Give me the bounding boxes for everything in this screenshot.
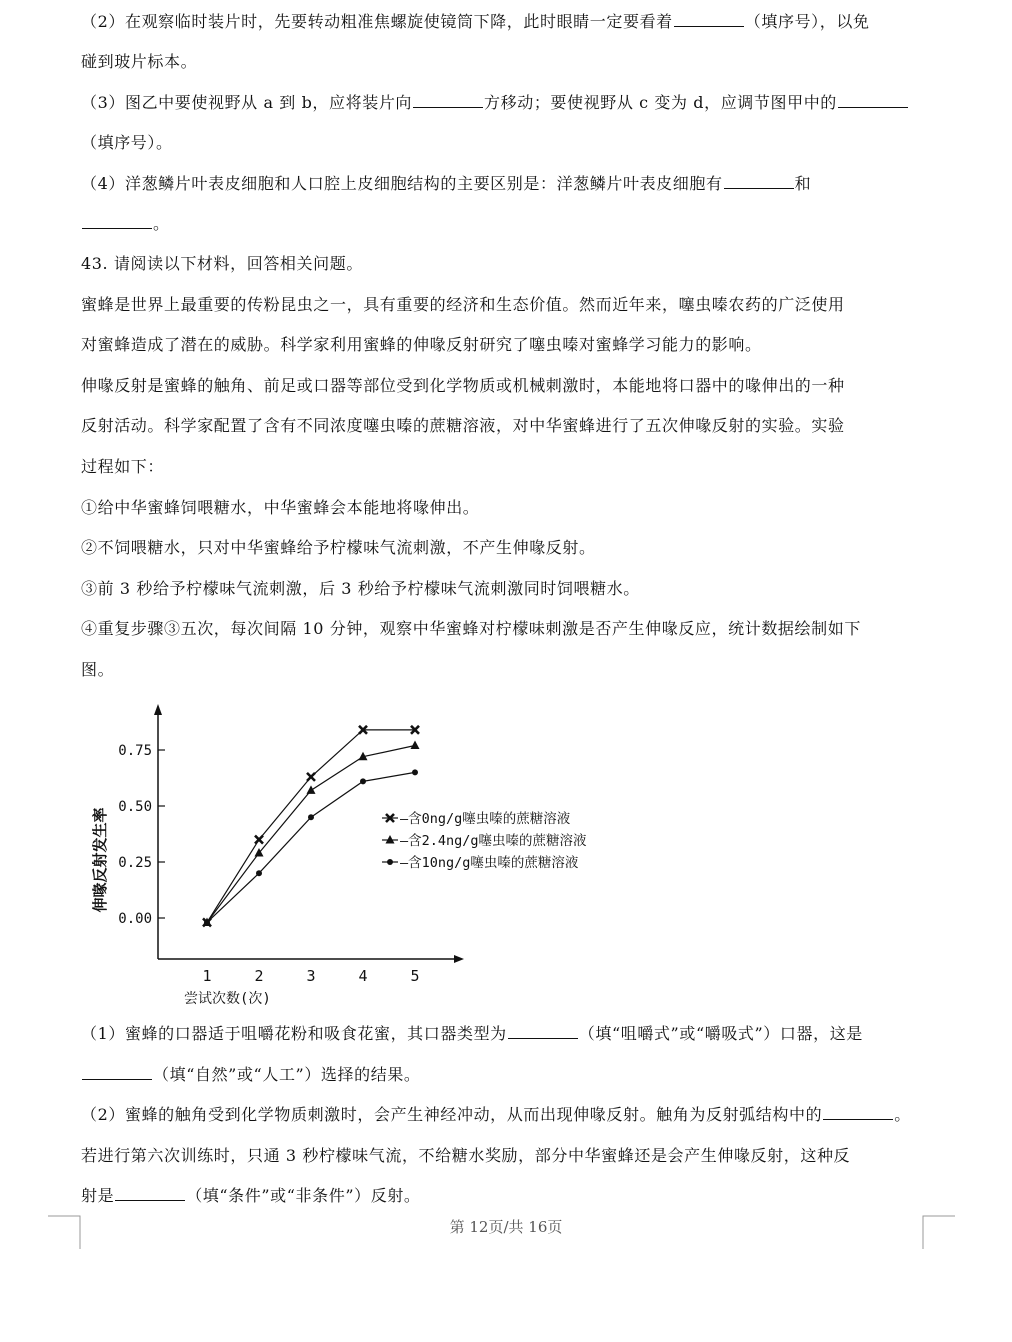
dot-marker (387, 859, 393, 865)
page-footer: 第 12页/共 16页 (449, 1218, 563, 1236)
fill-in-blank[interactable] (115, 1186, 185, 1201)
text-segment: 碰到玻片标本。 (81, 52, 198, 71)
fill-in-blank[interactable] (838, 93, 908, 108)
chart-legend (382, 810, 587, 871)
chart-series (203, 726, 420, 927)
triangle-marker (307, 785, 316, 794)
x-tick-label: 4 (358, 967, 368, 985)
text-segment: （2）蜜蜂的触角受到化学物质刺激时，会产生神经冲动，从而出现伸喙反射。触角为反射弧结构中的 (81, 1105, 823, 1124)
text-line (81, 174, 811, 194)
fill-in-blank[interactable] (413, 93, 483, 108)
x-tick-label: 3 (306, 967, 316, 985)
text-segment: ②不饲喂糖水，只对中华蜜蜂给予柠檬味气流刺激，不产生伸喙反射。 (81, 538, 596, 557)
text-segment: 过程如下： (81, 457, 165, 476)
text-line (81, 1186, 421, 1206)
text-segment: 和 (794, 174, 812, 193)
text-line (81, 1065, 421, 1085)
text-segment: 伸喙反射是蜜蜂的触角、前足或口器等部位受到化学物质或机械刺激时，本能地将口器中的喙伸出的一种 (81, 376, 845, 395)
x-tick-label: 2 (254, 967, 264, 985)
fill-in-blank[interactable] (82, 1065, 152, 1080)
series-2 (203, 741, 420, 926)
text-segment: 蜜蜂是世界上最重要的传粉昆虫之一，具有重要的经济和生态价值。然而近年来，噻虫嗪农药的广泛使用 (81, 295, 845, 314)
series-line (207, 772, 415, 922)
text-segment: ③前 3 秒给予柠檬味气流刺激，后 3 秒给予柠檬味气流刺激同时饲喂糖水。 (81, 579, 640, 598)
text-line (81, 1024, 863, 1044)
y-tick-label: 0.25 (118, 855, 152, 871)
text-segment: （3）图乙中要使视野从 a 到 b，应将装片向 (81, 93, 413, 112)
text-segment: （填“咀嚼式”或“嚼吸式”）口器，这是 (578, 1024, 863, 1043)
text-line (81, 619, 861, 639)
x-axis-label: 尝试次数(次) (184, 991, 271, 1007)
legend-label: —含10ng/g噻虫嗪的蔗糖溶液 (400, 855, 579, 871)
legend-item (382, 854, 579, 871)
text-line (81, 254, 363, 274)
text-segment: （填序号）。 (81, 133, 173, 152)
fill-in-blank[interactable] (823, 1105, 893, 1120)
legend-item (382, 832, 587, 849)
text-line (81, 93, 909, 113)
fill-in-blank[interactable] (724, 174, 794, 189)
dot-marker (256, 870, 262, 876)
legend-label: —含2.4ng/g噻虫嗪的蔗糖溶液 (400, 833, 587, 849)
y-tick-label: 0.75 (118, 743, 152, 759)
text-segment: （1）蜜蜂的口器适于咀嚼花粉和吸食花蜜，其口器类型为 (81, 1024, 507, 1043)
text-line (81, 52, 197, 72)
text-segment: （4）洋葱鳞片叶表皮细胞和人口腔上皮细胞结构的主要区别是：洋葱鳞片叶表皮细胞有 (81, 174, 723, 193)
text-line (81, 133, 173, 153)
text-segment: 。 (894, 1105, 911, 1124)
text-segment: 。 (153, 214, 170, 233)
legend-label: —含0ng/g噻虫嗪的蔗糖溶液 (400, 811, 571, 827)
text-segment: （2）在观察临时装片时，先要转动粗准焦螺旋使镜筒下降，此时眼睛一定要看着 (81, 12, 673, 31)
text-line (81, 214, 170, 234)
y-axis-arrow (154, 704, 162, 715)
text-segment: 反射活动。科学家配置了含有不同浓度噻虫嗪的蔗糖溶液，对中华蜜蜂进行了五次伸喙反射的实验。实验 (81, 416, 845, 435)
dot-marker (204, 919, 210, 925)
text-line (81, 295, 845, 315)
triangle-marker (386, 835, 395, 844)
fill-in-blank[interactable] (82, 214, 152, 229)
text-line (81, 376, 845, 396)
x-tick-label: 1 (202, 967, 212, 985)
text-line (81, 335, 762, 355)
text-segment: 对蜜蜂造成了潜在的威胁。科学家利用蜜蜂的伸喙反射研究了噻虫嗪对蜜蜂学习能力的影响。 (81, 335, 762, 354)
text-segment: （填“自然”或“人工”）选择的结果。 (153, 1065, 421, 1084)
x-marker (307, 773, 315, 781)
text-segment: （填“条件”或“非条件”）反射。 (186, 1186, 421, 1205)
text-line (81, 12, 870, 32)
x-tick-label: 5 (410, 967, 420, 985)
y-tick-label: 0.00 (118, 911, 152, 927)
legend-item (382, 810, 571, 827)
triangle-marker (411, 741, 420, 750)
line-chart (80, 700, 587, 1010)
text-line (81, 1105, 911, 1125)
fill-in-blank[interactable] (508, 1024, 578, 1039)
text-segment: 43. 请阅读以下材料，回答相关问题。 (81, 254, 363, 273)
text-line (81, 660, 114, 680)
dot-marker (412, 769, 418, 775)
text-segment: 方移动；要使视野从 c 变为 d，应调节图甲中的 (484, 93, 837, 112)
text-segment: 射是 (81, 1186, 115, 1205)
text-line (81, 579, 640, 599)
x-marker (255, 836, 263, 844)
dot-marker (308, 814, 314, 820)
text-segment: 图。 (81, 660, 115, 679)
y-tick-label: 0.50 (118, 799, 152, 815)
y-axis-label: 伸喙反射发生率 (91, 807, 109, 913)
dot-marker (360, 778, 366, 784)
text-segment: （填序号），以免 (744, 12, 870, 31)
text-line (81, 416, 845, 436)
text-segment: 若进行第六次训练时，只通 3 秒柠檬味气流，不给糖水奖励，部分中华蜜蜂还是会产生伸喙反射，这种反 (81, 1146, 851, 1165)
text-line (81, 1146, 850, 1166)
text-line (81, 498, 479, 518)
fill-in-blank[interactable] (674, 12, 744, 27)
series-line (207, 746, 415, 923)
text-line (81, 538, 596, 558)
x-axis-arrow (454, 955, 464, 963)
text-segment: ①给中华蜜蜂饲喂糖水，中华蜜蜂会本能地将喙伸出。 (81, 498, 480, 517)
text-line (81, 457, 164, 477)
text-segment: ④重复步骤③五次，每次间隔 10 分钟，观察中华蜜蜂对柠檬味刺激是否产生伸喙反应，统计数据绘制如下 (81, 619, 861, 638)
